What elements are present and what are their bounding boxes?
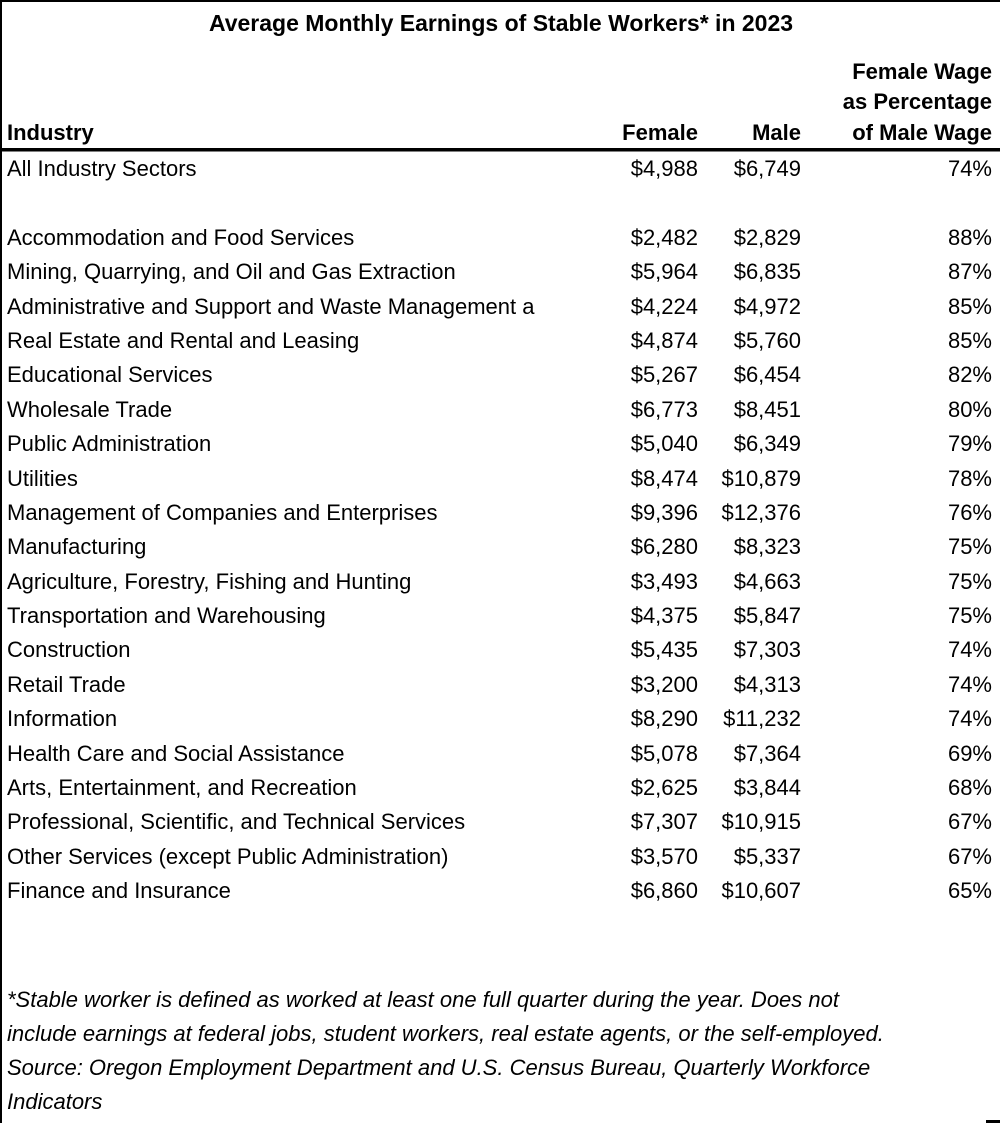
table-row — [2, 874, 1000, 908]
male-earnings-cell: $4,663 — [733, 568, 801, 594]
male-earnings-cell: $5,337 — [733, 843, 801, 869]
column-header-male: Male — [752, 119, 801, 145]
table-row — [2, 427, 1000, 461]
male-earnings-cell: $8,323 — [733, 534, 801, 560]
pct-header-line-1: Female Wage — [852, 58, 992, 84]
industry-cell — [2, 186, 614, 220]
wage-pct-cell: 69% — [947, 740, 992, 766]
industry-cell: Mining, Quarrying, and Oil and Gas Extraction — [7, 259, 456, 285]
industry-cell: Professional, Scientific, and Technical Services — [7, 809, 466, 835]
wage-pct-cell: 85% — [947, 327, 992, 353]
table-row — [2, 290, 1000, 324]
industry-cell: All Industry Sectors — [7, 156, 197, 181]
female-earnings-cell: $9,396 — [630, 499, 698, 525]
male-earnings-cell: $10,915 — [721, 809, 801, 835]
table-row — [2, 462, 1000, 496]
female-earnings-cell: $3,493 — [630, 568, 698, 594]
wage-pct-cell — [805, 186, 996, 220]
male-earnings-cell: $6,349 — [733, 431, 801, 457]
wage-pct-cell: 75% — [947, 568, 992, 594]
wage-pct-cell: 80% — [947, 396, 992, 422]
industry-cell: Management of Companies and Enterprises — [7, 499, 438, 525]
table-row — [2, 496, 1000, 530]
female-earnings-cell: $7,307 — [630, 809, 698, 835]
female-earnings-cell: $2,482 — [630, 224, 698, 250]
female-earnings-cell: $6,773 — [630, 396, 698, 422]
male-earnings-cell: $6,835 — [733, 259, 801, 285]
industry-cell: Construction — [7, 637, 131, 663]
female-earnings-cell: $8,290 — [630, 706, 698, 732]
male-earnings-cell: $10,879 — [721, 465, 801, 491]
female-earnings-cell: $5,267 — [630, 362, 698, 388]
table-row — [2, 668, 1000, 702]
table-body — [2, 152, 1000, 909]
female-earnings-cell: $5,435 — [630, 637, 698, 663]
industry-cell: Other Services (except Public Administration) — [7, 843, 449, 869]
industry-cell: Educational Services — [7, 362, 213, 388]
female-earnings-cell: $3,570 — [630, 843, 698, 869]
industry-cell: Retail Trade — [7, 671, 126, 697]
wage-pct-cell: 88% — [947, 224, 992, 250]
female-earnings-cell: $8,474 — [630, 465, 698, 491]
female-earnings-cell: $4,874 — [630, 327, 698, 353]
footnote-line-1: *Stable worker is defined as worked at least one full quarter during the year. Does not — [7, 986, 839, 1012]
male-earnings-cell: $6,749 — [733, 156, 801, 181]
female-earnings-cell: $5,040 — [630, 431, 698, 457]
female-earnings-cell: $6,280 — [630, 534, 698, 560]
wage-pct-cell: 65% — [947, 878, 992, 904]
male-earnings-cell: $6,454 — [733, 362, 801, 388]
male-earnings-cell: $2,829 — [733, 224, 801, 250]
industry-cell: Health Care and Social Assistance — [7, 740, 345, 766]
wage-pct-cell: 87% — [947, 259, 992, 285]
table-row — [2, 152, 1000, 186]
industry-cell: Transportation and Warehousing — [7, 603, 326, 629]
table-row — [2, 393, 1000, 427]
wage-pct-cell: 74% — [947, 637, 992, 663]
table-row — [2, 530, 1000, 564]
male-earnings-cell: $12,376 — [721, 499, 801, 525]
industry-cell: Information — [7, 706, 118, 732]
female-earnings-cell: $5,078 — [630, 740, 698, 766]
wage-pct-cell: 76% — [947, 499, 992, 525]
table-row — [2, 565, 1000, 599]
industry-cell: Finance and Insurance — [7, 878, 231, 904]
industry-cell: Wholesale Trade — [7, 396, 173, 422]
pct-header-line-2: as Percentage — [842, 89, 992, 114]
column-header-female: Female — [622, 119, 698, 145]
column-header-female-wage-pct — [805, 57, 996, 149]
table-row — [2, 186, 1000, 220]
footnote-line-4: Indicators — [7, 1088, 103, 1114]
industry-cell: Public Administration — [7, 431, 212, 457]
table-row — [2, 599, 1000, 633]
male-earnings-cell: $5,760 — [733, 327, 801, 353]
industry-cell: Agriculture, Forestry, Fishing and Hunting — [7, 568, 412, 594]
male-earnings-cell: $4,972 — [733, 293, 801, 319]
female-earnings-cell: $4,988 — [630, 156, 698, 181]
table-row — [2, 221, 1000, 255]
table-title: Average Monthly Earnings of Stable Workers* in 2023 — [208, 10, 794, 36]
table-row — [2, 805, 1000, 839]
male-earnings-cell: $3,844 — [733, 775, 801, 801]
male-earnings-cell: $4,313 — [733, 671, 801, 697]
wage-pct-cell: 78% — [947, 465, 992, 491]
table-row — [2, 771, 1000, 805]
table-row — [2, 840, 1000, 874]
industry-cell: Utilities — [7, 465, 78, 491]
table-row — [2, 255, 1000, 289]
wage-pct-cell: 68% — [947, 775, 992, 801]
female-earnings-cell: $4,375 — [630, 603, 698, 629]
male-earnings-cell: $7,303 — [733, 637, 801, 663]
wage-pct-cell: 67% — [947, 843, 992, 869]
female-earnings-cell: $5,964 — [630, 259, 698, 285]
industry-cell: Real Estate and Rental and Leasing — [7, 327, 360, 353]
wage-pct-cell: 74% — [947, 706, 992, 732]
male-earnings-cell — [702, 186, 805, 220]
footnote-line-3: Source: Oregon Employment Department and U.S. Census Bureau, Quarterly Workforce — [7, 1054, 871, 1080]
male-earnings-cell: $7,364 — [733, 740, 801, 766]
male-earnings-cell: $10,607 — [721, 878, 801, 904]
wage-pct-cell: 85% — [947, 293, 992, 319]
table-row — [2, 737, 1000, 771]
female-earnings-cell: $4,224 — [630, 293, 698, 319]
industry-cell: Accommodation and Food Services — [7, 224, 355, 250]
male-earnings-cell: $5,847 — [733, 603, 801, 629]
table-row — [2, 324, 1000, 358]
female-earnings-cell: $2,625 — [630, 775, 698, 801]
industry-cell: Administrative and Support and Waste Management a — [7, 293, 535, 319]
wage-pct-cell: 75% — [947, 534, 992, 560]
table-header — [2, 56, 1000, 148]
column-header-industry: Industry — [7, 119, 94, 145]
wage-pct-cell: 67% — [947, 809, 992, 835]
wage-pct-cell: 79% — [947, 431, 992, 457]
industry-cell: Manufacturing — [7, 534, 147, 560]
table-row — [2, 358, 1000, 392]
male-earnings-cell: $11,232 — [723, 706, 801, 732]
pct-header-line-3: of Male Wage — [852, 119, 992, 145]
female-earnings-cell: $3,200 — [630, 671, 698, 697]
wage-pct-cell: 74% — [947, 156, 992, 181]
wage-pct-cell: 74% — [947, 671, 992, 697]
male-earnings-cell: $8,451 — [733, 396, 801, 422]
female-earnings-cell: $6,860 — [630, 878, 698, 904]
industry-cell: Arts, Entertainment, and Recreation — [7, 775, 357, 801]
female-earnings-cell — [614, 186, 702, 220]
footnote — [2, 983, 1000, 1119]
table-row — [2, 633, 1000, 667]
table-row — [2, 702, 1000, 736]
wage-pct-cell: 82% — [947, 362, 992, 388]
wage-pct-cell: 75% — [947, 603, 992, 629]
footnote-line-2: include earnings at federal jobs, student workers, real estate agents, or the self-employed. — [7, 1020, 884, 1046]
